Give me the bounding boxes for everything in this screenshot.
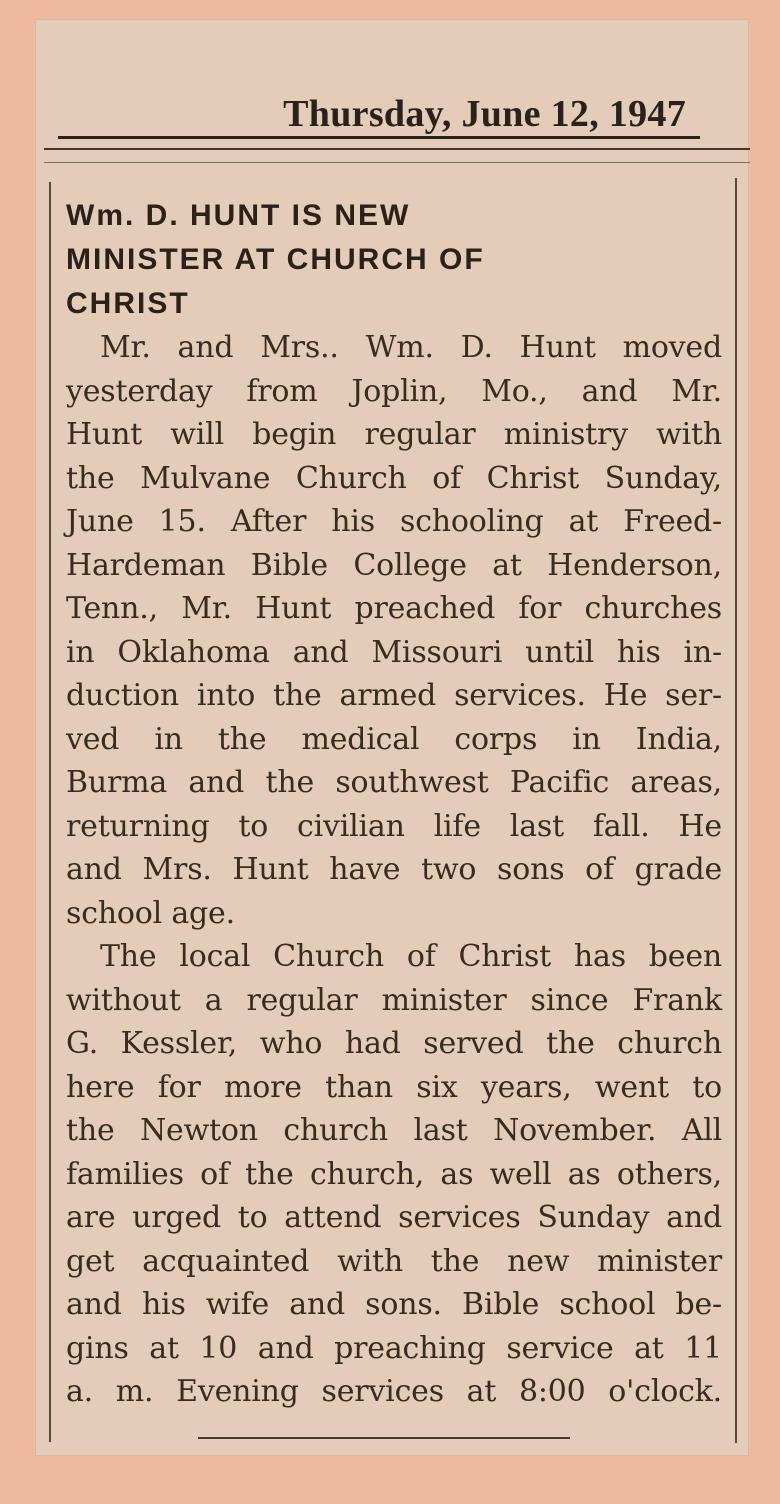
column-rule-left bbox=[49, 182, 51, 1442]
text-line: duction into the armed services. He ser- bbox=[66, 678, 722, 713]
text-line: and his wife and sons. Bible school be- bbox=[66, 1287, 722, 1322]
text-line: families of the church, as well as others, bbox=[66, 1156, 722, 1192]
text-line: and Mrs. Hunt have two sons of grade bbox=[66, 852, 722, 887]
dateline-bar bbox=[58, 92, 700, 139]
text-line: in Oklahoma and Missouri until his in- bbox=[66, 634, 722, 670]
paragraph-2 bbox=[66, 935, 722, 1414]
text-line: here for more than six years, went to bbox=[66, 1069, 722, 1105]
text-line: the Newton church last November. All bbox=[66, 1113, 722, 1148]
text-line: are urged to attend services Sunday and bbox=[66, 1200, 722, 1235]
text-line: a. m. Evening services at 8:00 o'clock. bbox=[66, 1374, 722, 1409]
text-line: get acquainted with the new minister bbox=[66, 1243, 722, 1279]
text-line: ved in the medical corps in India, bbox=[66, 721, 722, 757]
text-line: yesterday from Joplin, Mo., and Mr. bbox=[66, 373, 722, 409]
headline-line: Wm. D. HUNT IS NEW bbox=[66, 199, 411, 232]
text-line: Tenn., Mr. Hunt preached for churches bbox=[66, 591, 722, 626]
header-rule-thin bbox=[44, 162, 750, 163]
text-line: Hardeman Bible College at Henderson, bbox=[66, 547, 722, 583]
text-line: June 15. After his schooling at Freed- bbox=[66, 504, 722, 539]
text-line: Hunt will begin regular ministry with bbox=[66, 417, 722, 452]
text-line: Burma and the southwest Pacific areas, bbox=[66, 765, 722, 800]
text-line: school age. bbox=[66, 895, 235, 931]
text-line: the Mulvane Church of Christ Sunday, bbox=[66, 460, 722, 496]
headline bbox=[66, 194, 722, 326]
article bbox=[66, 194, 722, 1414]
headline-line: MINISTER AT CHURCH OF bbox=[66, 243, 485, 276]
headline-line: CHRIST bbox=[66, 287, 190, 320]
text-line: The local Church of Christ has been bbox=[100, 939, 722, 974]
text-line: returning to civilian life last fall. He bbox=[66, 808, 722, 844]
text-line: without a regular minister since Frank bbox=[66, 982, 722, 1018]
footer-rule bbox=[198, 1437, 570, 1439]
publication-date: Thursday, June 12, 1947 bbox=[283, 93, 686, 135]
text-line: G. Kessler, who had served the church bbox=[66, 1026, 722, 1061]
paragraph-1 bbox=[66, 326, 722, 935]
header-rule bbox=[44, 148, 750, 150]
text-line: Mr. and Mrs.. Wm. D. Hunt moved bbox=[100, 330, 722, 365]
text-line: gins at 10 and preaching service at 11 bbox=[66, 1330, 722, 1366]
column-rule-right bbox=[735, 178, 737, 1443]
